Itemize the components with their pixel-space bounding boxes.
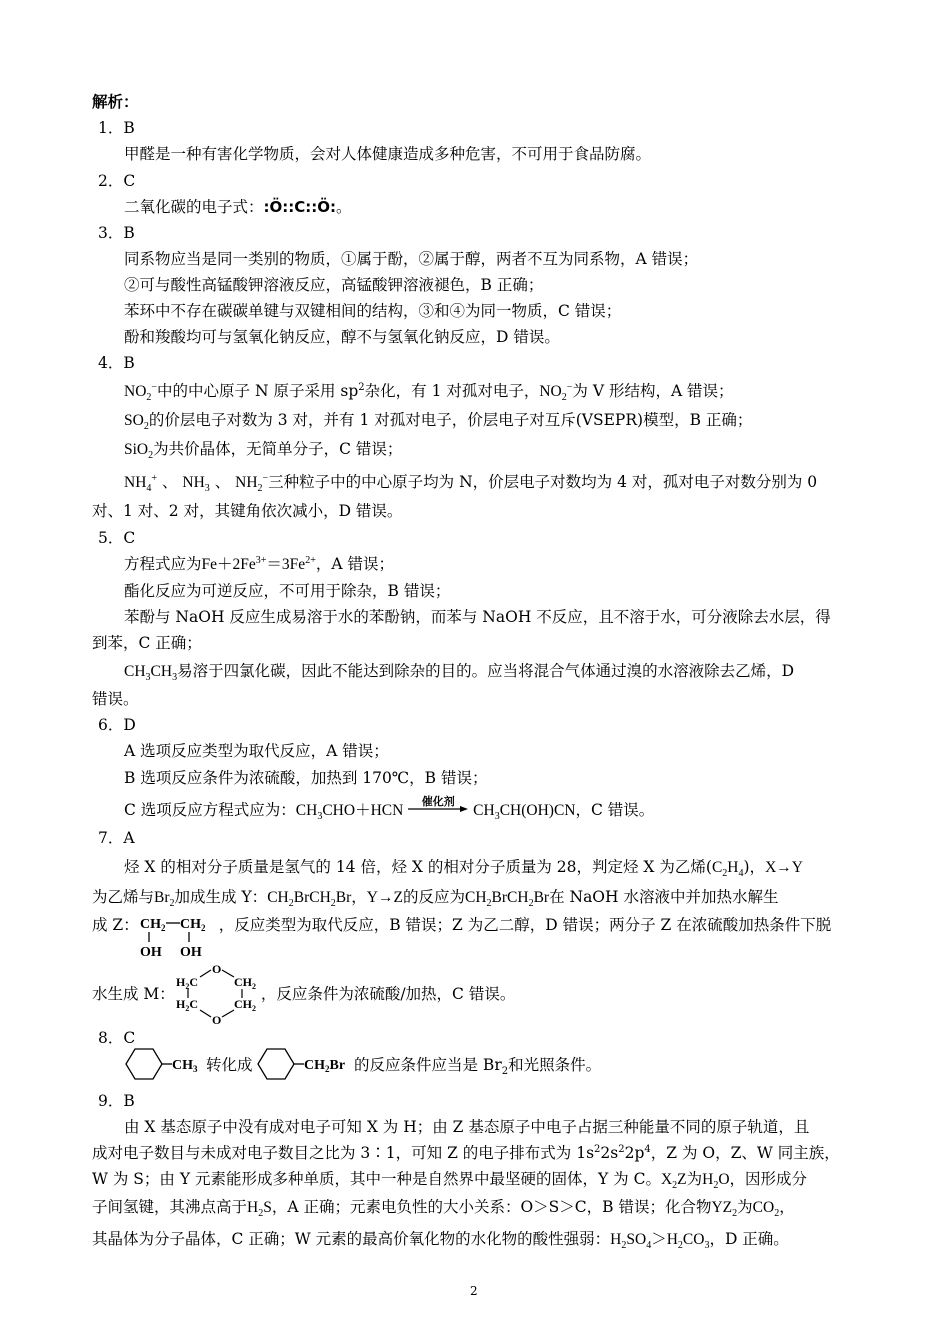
page-number: 2 [470,1284,478,1298]
so2-formula: $SO_2$ [124,412,149,433]
arrow-icon [408,805,468,813]
nh2-formula: $NH_2^-$ [235,472,269,495]
item-5-line-5: $CH_3CH_3$易溶于四氯化碳，因此不能达到除杂的目的。应当将混合气体通过溴的水溶液除去乙烯，D [124,662,795,684]
catalyst-arrow [408,797,468,819]
toluene-structure [124,1047,206,1081]
toluene-ch3: $CH_3$ [172,1058,198,1074]
ch2brch2br-formula: $CH_2BrCH_2Br$ [267,889,352,910]
item-7-line-4: 水生成 M： ，反应条件为浓硫酸/加热，C 错误。 [92,985,516,1003]
item-9-line-4: 子间氢键，其沸点高于$H_2S$，A 正确；元素电负性的大小关系：O＞S＞C，B 错误；化合物$YZ_2$为$CO_2$， [92,1198,795,1220]
yz2-formula: $YZ_2$ [711,1199,738,1220]
benzyl-bromide-structure [256,1047,356,1081]
item-7-line-2: 为乙烯与$Br_2$加成生成 Y：$CH_2BrCH_2Br$，Y→Z的反应为$CH_2BrCH_2Br$在 NaOH 水溶液中并加热水解生 [92,888,779,910]
h2so4-formula: $H_2SO_4$ [610,1231,652,1252]
glycol-oh-left: OH [140,945,162,958]
dioxane-ch2-bottom: $CH_2$ [234,997,256,1013]
fe-equation: $Fe+2Fe^{3+}=3Fe^{2+}$ [201,554,316,573]
item-9-line-1: 由 X 基态原子中没有成对电子可知 X 为 H；由 Z 基态原子中电子占据三种能量不同的原子轨道，且 [124,1118,810,1136]
ethylene-glycol-structure [140,912,212,958]
item-5-line-2: 酯化反应为可逆反应，不可用于除杂，B 错误； [124,582,451,600]
ch2brch2br-formula-2: $CH_2BrCH_2Br$ [464,889,550,910]
item-9-line-3: W 为 S；由 Y 元素能形成多种单质，其中一种是自然界中最坚硬的固体，Y 为 C。$X_2Z$为$H_2O$，因形成分 [92,1170,808,1192]
item-1-answer: 1．B [98,119,135,137]
item-3-answer: 3．B [98,224,135,242]
item-4-answer: 4．B [98,354,135,372]
ch3ch3-formula: $CH_3CH_3$ [124,663,178,684]
nh4-formula: $NH_4^+$ [124,472,158,495]
x-to-y: X→Y [765,859,803,876]
item-6-line-1: A 选项反应类型为取代反应，A 错误； [124,742,389,760]
no2-formula: $NO_2^-$ [124,381,158,404]
catalyst-label: 催化剂 [421,795,455,808]
item-3-line-2: ②可与酸性高锰酸钾溶液反应，高锰酸钾溶液褪色，B 正确； [124,276,544,294]
item-6-line-2: B 选项反应条件为浓硫酸，加热到 170℃，B 错误； [124,769,488,787]
item-9-line-5: 其晶体为分子晶体，C 正确；W 元素的最高价氧化物的水化物的酸性强弱：$H_2SO_4>H_2CO_3$，D 正确。 [92,1230,789,1252]
item-7-line-3: 成 Z： ，反应类型为取代反应，B 错误；Z 为乙二醇，D 错误；两分子 Z 在浓硫酸加热条件下脱 [92,916,832,934]
item-5-line-1: 方程式应为$Fe+2Fe^{3+}=3Fe^{2+}$，A 错误； [124,554,394,573]
item-5-answer: 5．C [98,529,136,547]
item-2-tail: 。 [336,198,352,216]
item-8-condition: 的反应条件应当是 $Br_2$和光照条件。 [354,1056,602,1078]
x2z-formula: $X_2Z$ [660,1171,687,1192]
item-4-line-5: 对、1 对、2 对，其键角依次减小，D 错误。 [92,502,403,520]
h2co3-formula: $H_2CO_3$ [666,1231,710,1252]
item-9-answer: 9．B [98,1092,135,1110]
item-2-answer: 2．C [98,172,136,190]
glycol-ch2-right: $CH_2$ [180,917,206,933]
h2o-formula: $H_2O$ [702,1171,730,1192]
item-5-line-4: 到苯，C 正确； [92,634,202,652]
item-8-converted-to: 转化成 [206,1056,253,1074]
br2-formula: $Br_2$ [154,889,175,910]
co2-electron-formula: :Ö::C::Ö: [263,198,337,216]
glycol-ch2-left: $CH_2$ [140,917,166,933]
h2s-formula: $H_2S$ [247,1199,272,1220]
dioxane-o-top: O [212,962,222,976]
item-4-line-3: SiO$_2$为共价晶体，无简单分子，C 错误； [124,440,403,462]
item-3-line-3: 苯环中不存在碳碳单键与双键相间的结构，③和④为同一物质，C 错误； [124,302,622,320]
item-2-text [124,196,352,218]
dioxane-h2c-top: $H_2C$ [176,975,199,991]
dioxane-structure [172,962,262,1026]
ch3cho-hcn: $CH_3CHO+HCN$ [295,802,404,823]
item-7-answer: 7．A [98,829,135,847]
c2h4-formula: $C_2H_4$ [711,859,744,880]
item-5-line-3: 苯酚与 NaOH 反应生成易溶于水的苯酚钠，而苯与 NaOH 不反应，且不溶于水，可分液除去水层，得 [124,608,831,626]
glycol-oh-right: OH [180,945,202,958]
ch3chohcn-formula: $CH_3CH(OH)CN$ [473,802,576,823]
item-4-line-1: $NO_2^-$中的中心原子 N 原子采用 $sp^2$杂化，有 1 对孤对电子，$NO_2^-$为 V 形结构，A 错误； [124,381,734,404]
y-to-z: Y→Z [366,889,403,906]
item-7-line-1: 烃 X 的相对分子质量是氢气的 14 倍，烃 X 的相对分子质量为 28，判定烃 X 为乙烯$(C_2H_4)$，X→Y [124,858,803,880]
item-8-answer: 8．C [98,1029,136,1047]
co2-formula: $CO_2$ [752,1199,780,1220]
no2-formula-2: $NO_2^-$ [539,381,573,404]
benzyl-ch2br: $CH_2Br$ [304,1058,346,1074]
item-4-line-4: $NH_4^+$ 、 $NH_3$ 、 $NH_2^-$三种粒子中的中心原子均为 N，价层电子对数均为 4 对，孤对电子对数分别为 0 [124,472,818,495]
sio2-formula: SiO$_2$ [124,441,154,462]
analysis-heading: 解析： [92,92,139,111]
item-1-text: 甲醛是一种有害化学物质，会对人体健康造成多种危害，不可用于食品防腐。 [124,145,652,163]
item-6-line-3: C 选项反应方程式应为：$CH_3CHO+HCN$ 催化剂 $CH_3CH(OH)CN$，C 错误。 [124,797,654,822]
item-5-line-6: 错误。 [92,690,139,708]
dioxane-o-bottom: O [212,1013,222,1026]
item-9-line-2: 成对电子数目与未成对电子数目之比为 3∶1，可知 Z 的电子排布式为 $1s^22s^22p^4$，Z 为 O，Z、W 同主族， [92,1143,840,1162]
dioxane-h2c-bottom: $H_2C$ [176,997,199,1013]
item-6-answer: 6．D [98,716,136,734]
item-4-line-2: $SO_2$的价层电子对数为 3 对，并有 1 对孤对电子，价层电子对互斥(VSEPR)模型，B 正确； [124,411,753,433]
nh3-formula: $NH_3$ [182,474,210,495]
item-3-line-4: 酚和羧酸均可与氢氧化钠反应，醇不与氢氧化钠反应，D 错误。 [124,328,560,346]
item-2-lead: 二氧化碳的电子式： [124,198,264,216]
item-3-line-1: 同系物应当是同一类别的物质，①属于酚，②属于醇，两者不互为同系物，A 错误； [124,250,699,268]
dioxane-ch2-top: $CH_2$ [234,975,256,991]
